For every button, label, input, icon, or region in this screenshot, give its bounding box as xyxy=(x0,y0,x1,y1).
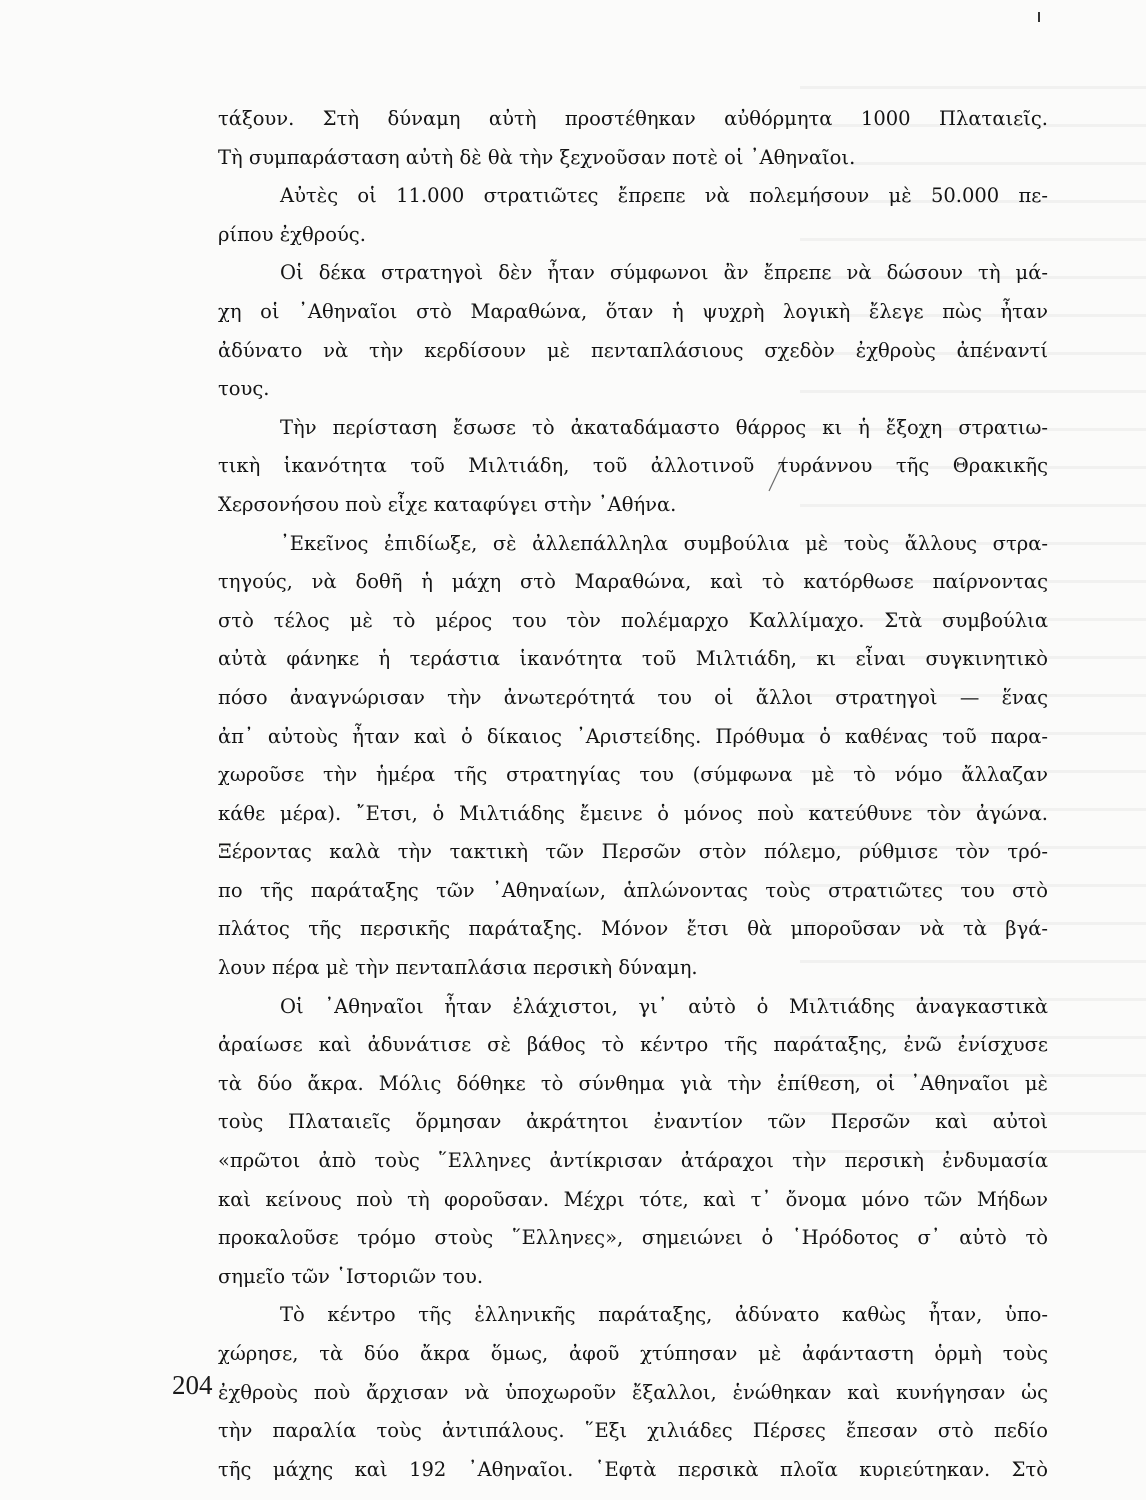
text-line: στὸ τέλος μὲ τὸ μέρος του τὸν πολέμαρχο Καλλίμαχο. Στὰ συμβούλια xyxy=(218,608,1048,632)
text-line: τὰ δύο ἄκρα. Μόλις δόθηκε τὸ σύνθημα γιὰ τὴν ἐπίθεση, οἱ ᾿Αθηναῖοι μὲ xyxy=(218,1071,1048,1095)
text-line: Τὴν περίσταση ἔσωσε τὸ ἀκαταδάμαστο θάρρος κι ἡ ἔξοχη στρατιω- xyxy=(280,415,1048,439)
text-line: χωροῦσε τὴν ἡμέρα τῆς στρατηγίας του (σύμφωνα μὲ τὸ νόμο ἄλλαζαν xyxy=(218,763,1048,787)
text-line: Οἱ ᾿Αθηναῖοι ἦταν ἐλάχιστοι, γι᾿ αὐτὸ ὁ Μιλτιάδης ἀναγκαστικὰ xyxy=(280,994,1048,1018)
text-line: σημεῖο τῶν ῾Ιστοριῶν του. xyxy=(218,1264,484,1288)
text-line: ἀπ᾿ αὐτοὺς ἦταν καὶ ὁ δίκαιος ᾿Αριστείδης. Πρόθυμα ὁ καθένας τοῦ παρα- xyxy=(218,724,1048,748)
body-text xyxy=(218,100,1048,1489)
text-line: τάξουν. Στὴ δύναμη αὐτὴ προστέθηκαν αὐθόρμητα 1000 Πλαταιεῖς. xyxy=(218,107,1048,130)
page-number: 204 xyxy=(172,1370,213,1400)
text-line: κάθε μέρα). ῎Ετσι, ὁ Μιλτιάδης ἔμεινε ὁ μόνος ποὺ κατεύθυνε τὸν ἀγώνα. xyxy=(218,801,1048,825)
text-line: αὐτὰ φάνηκε ἡ τεράστια ἱκανότητα τοῦ Μιλτιάδη, κι εἶναι συγκινητικὸ xyxy=(218,647,1048,671)
text-line: πλάτος τῆς περσικῆς παράταξης. Μόνον ἔτσι θὰ μποροῦσαν νὰ τὰ βγά- xyxy=(218,917,1048,941)
text-line: ᾿Εκεῖνος ἐπιδίωξε, σὲ ἀλλεπάλληλα συμβούλια μὲ τοὺς ἄλλους στρα- xyxy=(280,531,1048,555)
text-line: τὴν παραλία τοὺς ἀντιπάλους. ῞Εξι χιλιάδες Πέρσες ἔπεσαν στὸ πεδίο xyxy=(218,1419,1048,1443)
text-line: Οἱ δέκα στρατηγοὶ δὲν ἦταν σύμφωνοι ἂν ἔπρεπε νὰ δώσουν τὴ μά- xyxy=(280,261,1048,285)
text-line: Αὐτὲς οἱ 11.000 στρατιῶτες ἔπρεπε νὰ πολεμήσουν μὲ 50.000 πε- xyxy=(280,184,1048,208)
text-line: ρίπου ἐχθρούς. xyxy=(218,222,366,246)
text-line: τοὺς Πλαταιεῖς ὅρμησαν ἀκράτητοι ἐναντίον τῶν Περσῶν καὶ αὐτοὶ xyxy=(218,1110,1048,1134)
text-line: τῆς μάχης καὶ 192 ᾿Αθηναῖοι. ῾Εφτὰ περσικὰ πλοῖα κυριεύτηκαν. Στὸ xyxy=(218,1457,1048,1481)
scan-mark xyxy=(1038,12,1040,22)
text-line: χη οἱ ᾿Αθηναῖοι στὸ Μαραθώνα, ὅταν ἡ ψυχρὴ λογικὴ ἔλεγε πὼς ἦταν xyxy=(218,299,1048,323)
text-line: λουν πέρα μὲ τὴν πενταπλάσια περσικὴ δύναμη. xyxy=(218,956,698,980)
text-line: Χερσονήσου ποὺ εἶχε καταφύγει στὴν ᾿Αθήνα. xyxy=(218,492,677,516)
text-line: πο τῆς παράταξης τῶν ᾿Αθηναίων, ἁπλώνοντας τοὺς στρατιῶτες του στὸ xyxy=(218,878,1048,902)
text-line: Τὴ συμπαράσταση αὐτὴ δὲ θὰ τὴν ξεχνοῦσαν ποτὲ οἱ ᾿Αθηναῖοι. xyxy=(218,145,856,169)
text-line: ἀδύνατο νὰ τὴν κερδίσουν μὲ πενταπλάσιους σχεδὸν ἐχθροὺς ἀπέναντί xyxy=(218,338,1048,362)
text-line: «πρῶτοι ἀπὸ τοὺς ῞Ελληνες ἀντίκρισαν ἀτάραχοι τὴν περσικὴ ἐνδυμασία xyxy=(218,1149,1048,1173)
text-line: καὶ κείνους ποὺ τὴ φοροῦσαν. Μέχρι τότε, καὶ τ᾿ ὄνομα μόνο τῶν Μήδων xyxy=(218,1187,1048,1211)
text-line: τικὴ ἱκανότητα τοῦ Μιλτιάδη, τοῦ ἀλλοτινοῦ τυράννου τῆς Θρακικῆς xyxy=(218,454,1048,478)
text-line: Τὸ κέντρο τῆς ἑλληνικῆς παράταξης, ἀδύνατο καθὼς ἦταν, ὑπο- xyxy=(280,1303,1048,1327)
text-line: ἀραίωσε καὶ ἀδυνάτισε σὲ βάθος τὸ κέντρο τῆς παράταξης, ἐνῶ ἐνίσχυσε xyxy=(218,1033,1048,1057)
text-line: τηγούς, νὰ δοθῆ ἡ μάχη στὸ Μαραθώνα, καὶ τὸ κατόρθωσε παίρνοντας xyxy=(218,570,1048,594)
text-line: προκαλοῦσε τρόμο στοὺς ῞Ελληνες», σημειώνει ὁ ῾Ηρόδοτος σ᾿ αὐτὸ τὸ xyxy=(218,1226,1048,1250)
text-line: Ξέροντας καλὰ τὴν τακτικὴ τῶν Περσῶν στὸν πόλεμο, ρύθμισε τὸν τρό- xyxy=(218,840,1048,864)
text-line: πόσο ἀναγνώρισαν τὴν ἀνωτερότητά του οἱ ἄλλοι στρατηγοὶ — ἕνας xyxy=(218,685,1048,709)
text-line: χώρησε, τὰ δύο ἄκρα ὅμως, ἀφοῦ χτύπησαν μὲ ἀφάνταστη ὁρμὴ τοὺς xyxy=(218,1342,1048,1365)
text-line: τους. xyxy=(218,377,270,401)
text-line: ἐχθροὺς ποὺ ἄρχισαν νὰ ὑποχωροῦν ἔξαλλοι, ἑνώθηκαν καὶ κυνήγησαν ὡς xyxy=(218,1380,1048,1404)
